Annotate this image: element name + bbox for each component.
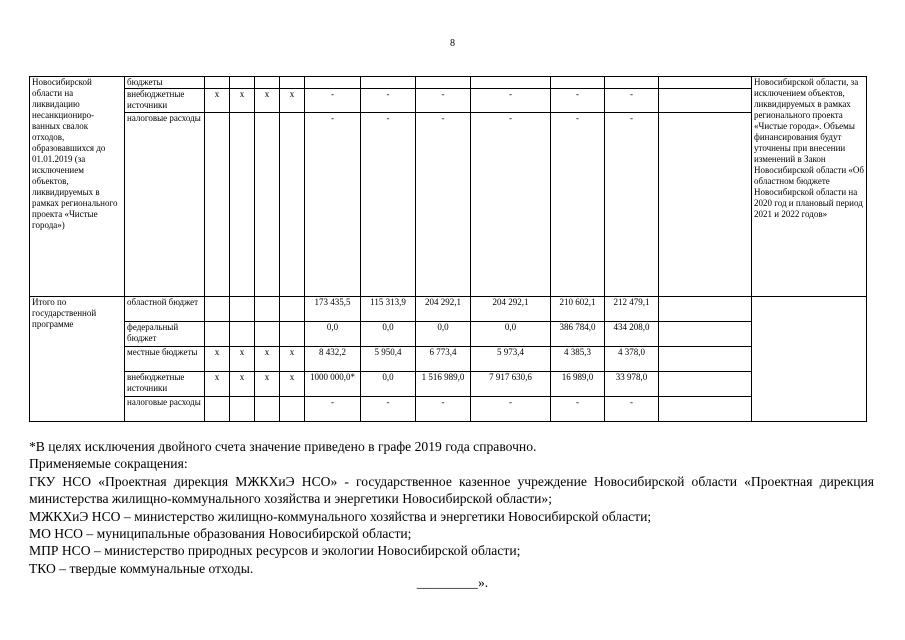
value-cell bbox=[471, 77, 551, 89]
value-cell bbox=[230, 297, 255, 322]
table-row bbox=[30, 89, 867, 113]
value-cell bbox=[255, 297, 280, 322]
value-cell: - bbox=[305, 397, 361, 422]
funding-source-cell: налоговые расходы bbox=[125, 397, 205, 422]
table-row bbox=[30, 322, 867, 347]
note-cell bbox=[752, 297, 867, 422]
value-cell: x bbox=[230, 372, 255, 397]
value-cell: 0,0 bbox=[471, 322, 551, 347]
value-cell bbox=[230, 322, 255, 347]
value-cell: - bbox=[605, 397, 659, 422]
value-cell bbox=[659, 113, 752, 297]
value-cell: 204 292,1 bbox=[416, 297, 471, 322]
value-cell: 173 435,5 bbox=[305, 297, 361, 322]
value-cell: 5 973,4 bbox=[471, 347, 551, 372]
funding-source-cell: областной бюджет bbox=[125, 297, 205, 322]
value-cell: 8 432,2 bbox=[305, 347, 361, 372]
value-cell bbox=[280, 297, 305, 322]
value-cell: 33 978,0 bbox=[605, 372, 659, 397]
value-cell: 204 292,1 bbox=[471, 297, 551, 322]
value-cell bbox=[205, 113, 230, 297]
table-row bbox=[30, 297, 867, 322]
funding-source-cell: налоговые расходы bbox=[125, 113, 205, 297]
value-cell: - bbox=[605, 113, 659, 297]
value-cell: - bbox=[605, 89, 659, 113]
value-cell: - bbox=[551, 89, 605, 113]
value-cell: x bbox=[280, 347, 305, 372]
table-row bbox=[30, 77, 867, 89]
value-cell: 5 950,4 bbox=[361, 347, 416, 372]
value-cell bbox=[659, 322, 752, 347]
value-cell bbox=[659, 372, 752, 397]
value-cell bbox=[659, 89, 752, 113]
value-cell: - bbox=[305, 89, 361, 113]
value-cell: 0,0 bbox=[305, 322, 361, 347]
value-cell bbox=[305, 77, 361, 89]
value-cell bbox=[659, 347, 752, 372]
value-cell bbox=[280, 77, 305, 89]
value-cell: 434 208,0 bbox=[605, 322, 659, 347]
value-cell bbox=[659, 397, 752, 422]
footnotes bbox=[29, 438, 874, 577]
abbreviation-gku: ГКУ НСО «Проектная дирекция МЖКХиЭ НСО» - государственное казенное учреждение Новосибирской области «Проектная дирекция министерства жилищно-коммунального хозяйства и энергетики Новосибирской области»; bbox=[29, 473, 874, 507]
value-cell bbox=[255, 322, 280, 347]
value-cell bbox=[280, 397, 305, 422]
table-row bbox=[30, 397, 867, 422]
abbreviations-heading: Применяемые сокращения: bbox=[29, 456, 188, 472]
value-cell: x bbox=[280, 372, 305, 397]
value-cell: - bbox=[361, 113, 416, 297]
value-cell bbox=[605, 77, 659, 89]
value-cell: - bbox=[416, 397, 471, 422]
value-cell bbox=[205, 397, 230, 422]
abbreviation-mzhkhie: МЖКХиЭ НСО – министерство жилищно-коммунального хозяйства и энергетики Новосибирской области; bbox=[29, 508, 652, 524]
value-cell: 4 378,0 bbox=[605, 347, 659, 372]
funding-source-cell: местные бюджеты bbox=[125, 347, 205, 372]
value-cell: - bbox=[305, 113, 361, 297]
value-cell bbox=[230, 77, 255, 89]
value-cell bbox=[205, 77, 230, 89]
program-financing-table bbox=[29, 76, 867, 422]
value-cell bbox=[416, 77, 471, 89]
value-cell bbox=[205, 297, 230, 322]
value-cell: 115 313,9 bbox=[361, 297, 416, 322]
funding-source-cell: внебюджетные источники bbox=[125, 372, 205, 397]
value-cell: 386 784,0 bbox=[551, 322, 605, 347]
value-cell bbox=[551, 77, 605, 89]
row-label-cell: Итого по государственной программе bbox=[30, 297, 125, 422]
value-cell: x bbox=[205, 347, 230, 372]
value-cell: 0,0 bbox=[361, 322, 416, 347]
value-cell bbox=[230, 397, 255, 422]
value-cell bbox=[659, 297, 752, 322]
value-cell: 6 773,4 bbox=[416, 347, 471, 372]
value-cell: 1000 000,0* bbox=[305, 372, 361, 397]
value-cell: - bbox=[471, 397, 551, 422]
value-cell: - bbox=[416, 89, 471, 113]
value-cell: - bbox=[551, 397, 605, 422]
value-cell: 0,0 bbox=[361, 372, 416, 397]
table-row bbox=[30, 347, 867, 372]
abbreviation-mpr: МПР НСО – министерство природных ресурсов и экологии Новосибирской области; bbox=[29, 543, 521, 559]
page-number: 8 bbox=[450, 38, 455, 49]
value-cell bbox=[280, 322, 305, 347]
value-cell: x bbox=[205, 372, 230, 397]
footnote-asterisk: *В целях исключения двойного счета значение приведено в графе 2019 года справочно. bbox=[29, 439, 537, 454]
value-cell: - bbox=[471, 113, 551, 297]
note-cell: Новосибирской области, за исключением объектов, ликвидируемых в рамках регионального проекта «Чистые города». Объемы финансирования будут уточнены при внесении изменений в Закон Новосибирской области «Об областном бюджете Новосибирской области на 2020 год и плановый период 2021 и 2022 годов» bbox=[752, 77, 867, 297]
value-cell bbox=[255, 113, 280, 297]
value-cell: x bbox=[230, 89, 255, 113]
value-cell: x bbox=[255, 372, 280, 397]
closing-mark: _________». bbox=[416, 575, 489, 590]
table-row bbox=[30, 113, 867, 297]
value-cell: x bbox=[280, 89, 305, 113]
value-cell bbox=[361, 77, 416, 89]
value-cell: 0,0 bbox=[416, 322, 471, 347]
abbreviation-tko: ТКО – твердые коммунальные отходы. bbox=[29, 560, 254, 576]
value-cell: x bbox=[255, 347, 280, 372]
value-cell bbox=[255, 77, 280, 89]
value-cell: - bbox=[416, 113, 471, 297]
value-cell: 4 385,3 bbox=[551, 347, 605, 372]
value-cell bbox=[230, 113, 255, 297]
table-row bbox=[30, 372, 867, 397]
value-cell: - bbox=[471, 89, 551, 113]
value-cell bbox=[280, 113, 305, 297]
funding-source-cell: внебюджетные источники bbox=[125, 89, 205, 113]
value-cell: x bbox=[230, 347, 255, 372]
value-cell: - bbox=[551, 113, 605, 297]
value-cell: 210 602,1 bbox=[551, 297, 605, 322]
abbreviation-mo: МО НСО – муниципальные образования Новосибирской области; bbox=[29, 526, 412, 542]
value-cell bbox=[659, 77, 752, 89]
value-cell: x bbox=[205, 89, 230, 113]
value-cell: 212 479,1 bbox=[605, 297, 659, 322]
value-cell: x bbox=[255, 89, 280, 113]
value-cell: 7 917 630,6 bbox=[471, 372, 551, 397]
value-cell bbox=[255, 397, 280, 422]
value-cell: - bbox=[361, 89, 416, 113]
value-cell: - bbox=[361, 397, 416, 422]
value-cell bbox=[205, 322, 230, 347]
funding-source-cell: федеральный бюджет bbox=[125, 322, 205, 347]
value-cell: 1 516 989,0 bbox=[416, 372, 471, 397]
funding-source-cell: бюджеты bbox=[125, 77, 205, 89]
row-label-cell: Новосибирской области на ликвидацию несанкциониро-ванных свалок отходов, образовавшихся до 01.01.2019 (за исключением объектов, ликвидируемых в рамках регионального проекта «Чистые города») bbox=[30, 77, 125, 297]
value-cell: 16 989,0 bbox=[551, 372, 605, 397]
